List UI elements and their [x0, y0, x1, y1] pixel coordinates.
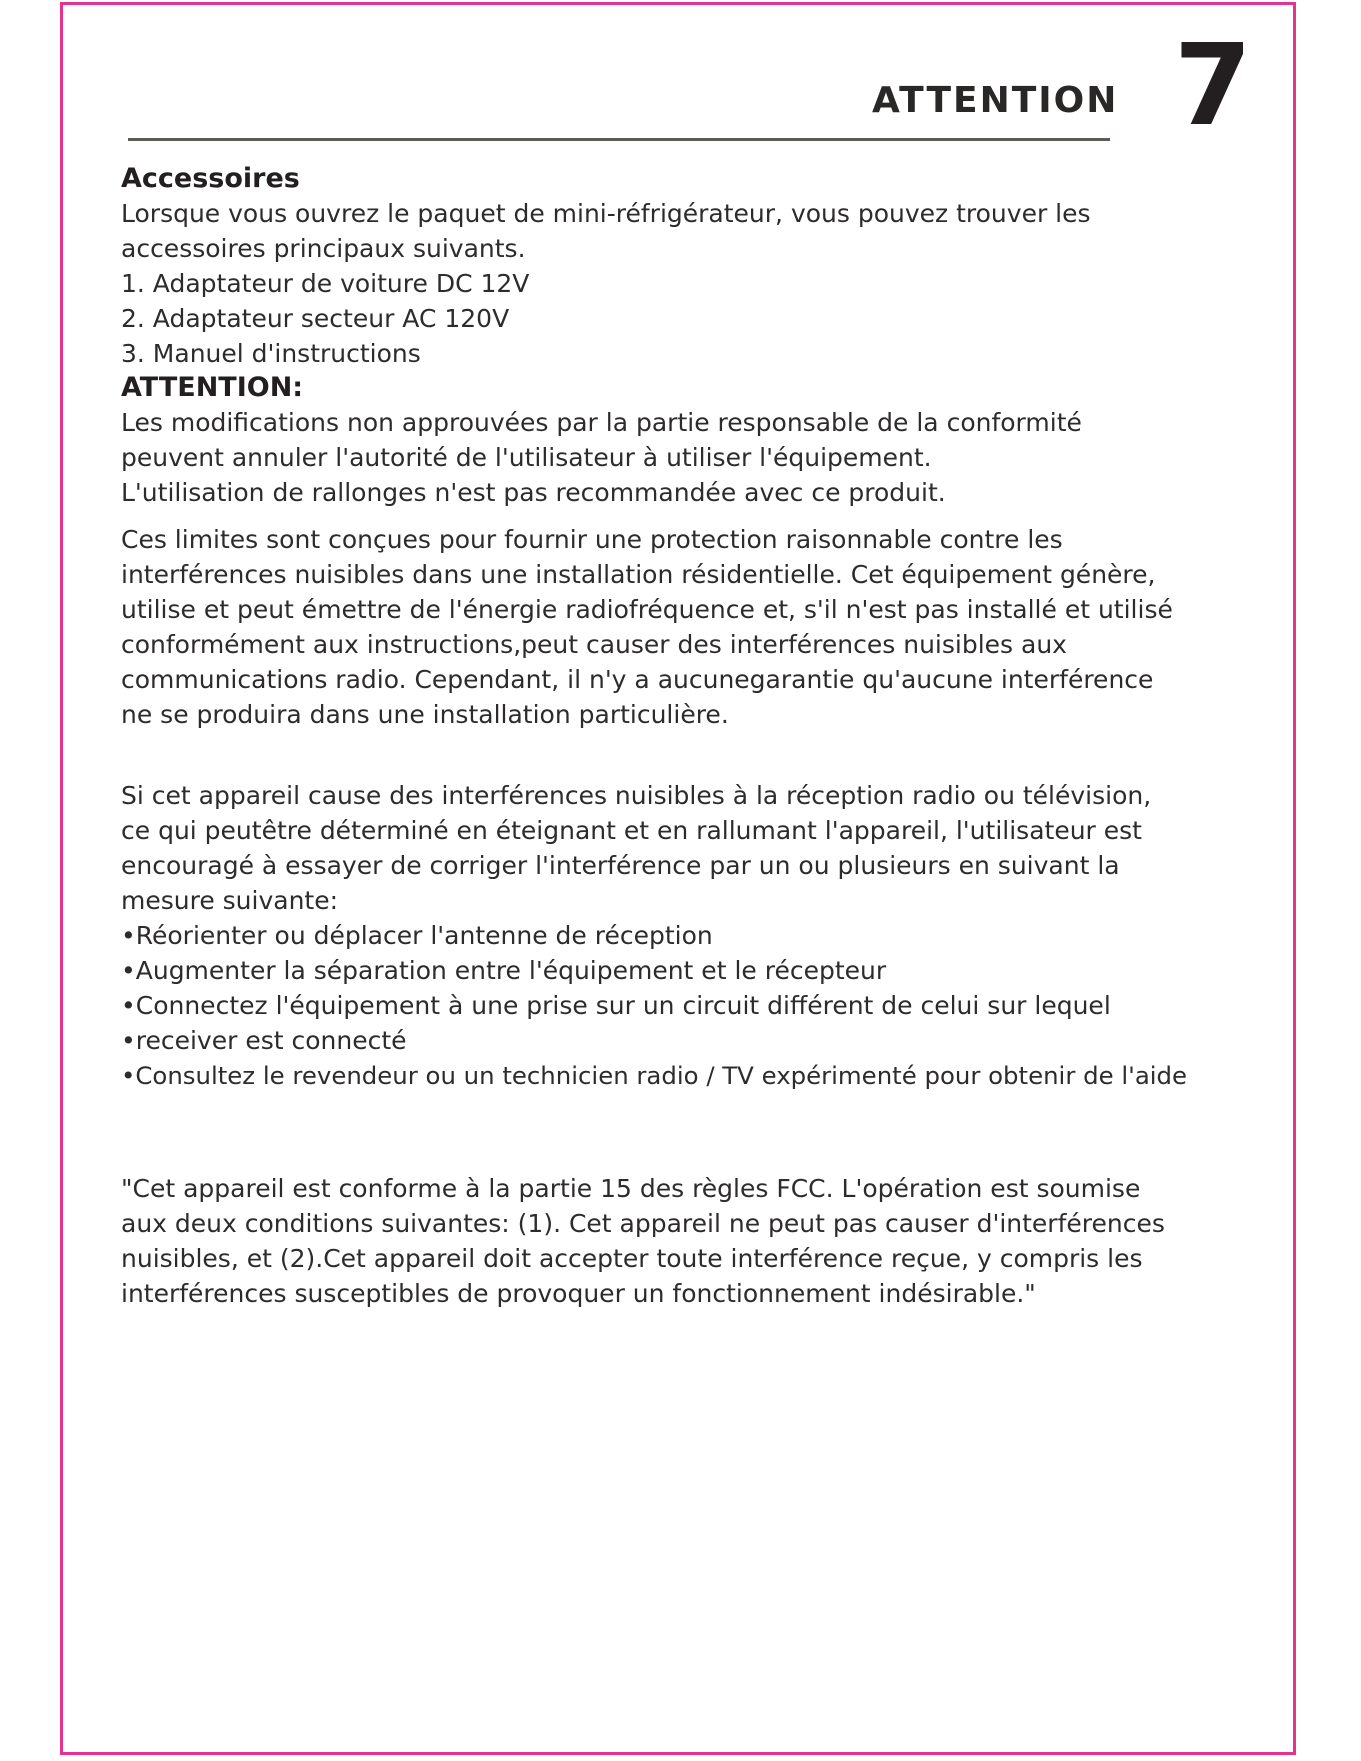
- interference-line: encouragé à essayer de corriger l'interférence par un ou plusieurs en suivant la: [121, 851, 1120, 880]
- accessories-heading: Accessoires: [121, 163, 300, 194]
- accessories-intro-line: Lorsque vous ouvrez le paquet de mini-réfrigérateur, vous pouvez trouver les: [121, 199, 1091, 228]
- limits-line: ne se produira dans une installation particulière.: [121, 700, 729, 729]
- interference-line: mesure suivante:: [121, 886, 339, 915]
- header-divider: [128, 138, 1110, 141]
- fcc-line: "Cet appareil est conforme à la partie 15 des règles FCC. L'opération est soumise: [121, 1174, 1141, 1203]
- accessories-intro-line: accessoires principaux suivants.: [121, 234, 526, 263]
- interference-line: Si cet appareil cause des interférences nuisibles à la réception radio ou télévision,: [121, 781, 1152, 810]
- limits-line: Ces limites sont conçues pour fournir une protection raisonnable contre les: [121, 525, 1063, 554]
- fcc-statement: [121, 1171, 1251, 1311]
- limits-paragraph: [121, 522, 1251, 732]
- attention-section: [121, 371, 1251, 510]
- accessory-item: 3. Manuel d'instructions: [121, 339, 421, 368]
- accessory-item: 2. Adaptateur secteur AC 120V: [121, 304, 510, 333]
- accessory-item: 1. Adaptateur de voiture DC 12V: [121, 269, 530, 298]
- attention-line: Les modifications non approuvées par la partie responsable de la conformité: [121, 408, 1082, 437]
- interference-line: ce qui peutêtre déterminé en éteignant et en rallumant l'appareil, l'utilisateur est: [121, 816, 1142, 845]
- page-number: 7: [1174, 21, 1252, 151]
- limits-line: utilise et peut émettre de l'énergie radiofréquence et, s'il n'est pas installé et utilisé: [121, 595, 1173, 624]
- attention-heading: ATTENTION:: [121, 372, 304, 403]
- document-body: [121, 162, 1251, 1311]
- page-title: ATTENTION: [872, 80, 1119, 121]
- fcc-line: aux deux conditions suivantes: (1). Cet appareil ne peut pas causer d'interférences: [121, 1209, 1165, 1238]
- accessories-section: [121, 162, 1251, 371]
- limits-line: interférences nuisibles dans une installation résidentielle. Cet équipement génère,: [121, 560, 1156, 589]
- limits-line: conformément aux instructions,peut causer des interférences nuisibles aux: [121, 630, 1067, 659]
- interference-bullet: •Réorienter ou déplacer l'antenne de réception: [121, 921, 713, 950]
- fcc-line: interférences susceptibles de provoquer un fonctionnement indésirable.": [121, 1279, 1036, 1308]
- interference-bullet: •Augmenter la séparation entre l'équipement et le récepteur: [121, 956, 887, 985]
- interference-bullet: •receiver est connecté: [121, 1026, 407, 1055]
- attention-line: L'utilisation de rallonges n'est pas recommandée avec ce produit.: [121, 478, 946, 507]
- interference-bullet: •Consultez le revendeur ou un technicien radio / TV expérimenté pour obtenir de l'aide: [121, 1061, 1188, 1090]
- fcc-line: nuisibles, et (2).Cet appareil doit accepter toute interférence reçue, y compris les: [121, 1244, 1143, 1273]
- interference-paragraph: [121, 778, 1251, 1093]
- limits-line: communications radio. Cependant, il n'y a aucunegarantie qu'aucune interférence: [121, 665, 1154, 694]
- interference-bullet: •Connectez l'équipement à une prise sur un circuit différent de celui sur lequel: [121, 991, 1111, 1020]
- attention-line: peuvent annuler l'autorité de l'utilisateur à utiliser l'équipement.: [121, 443, 932, 472]
